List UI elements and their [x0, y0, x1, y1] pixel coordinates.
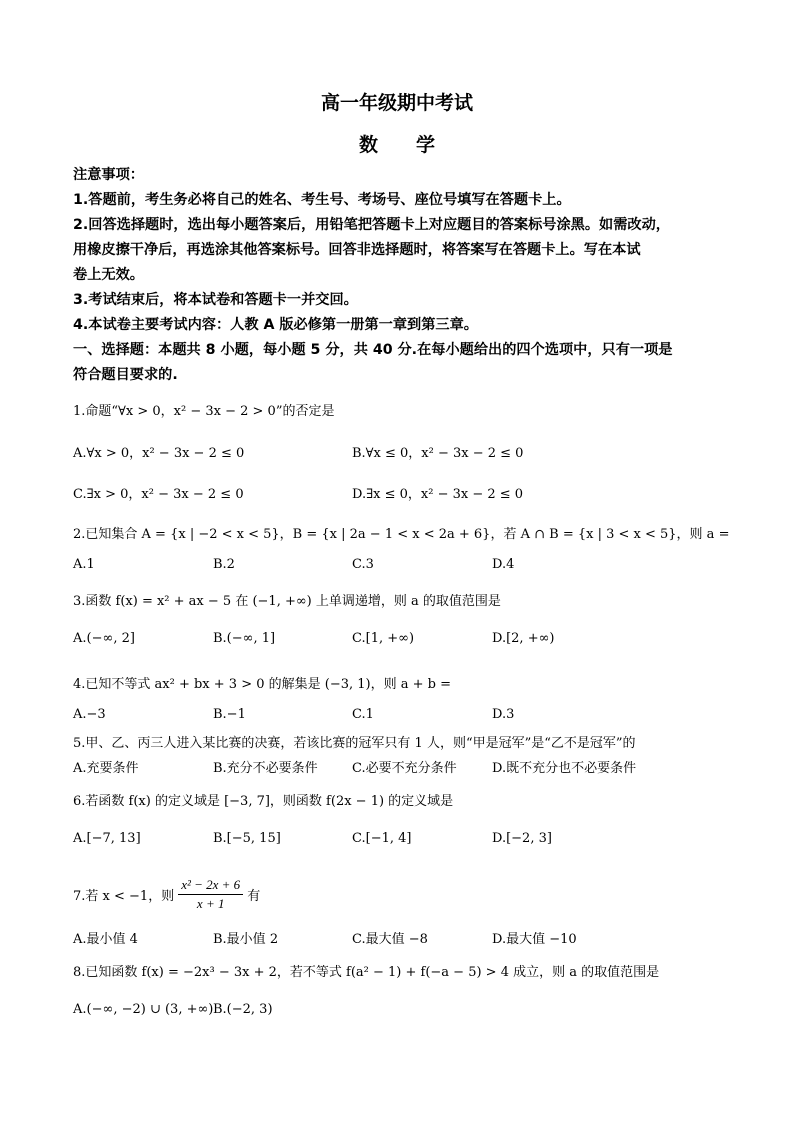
- question-6-option-d: D.[−2, 3]: [492, 831, 552, 846]
- question-1-option-b: B.∀x ≤ 0，x² − 3x − 2 ≤ 0: [352, 446, 524, 461]
- question-4-option-a: A.−3: [73, 707, 106, 722]
- question-5-stem: 5.甲、乙、丙三人进入某比赛的决赛，若该比赛的冠军只有 1 人，则“甲是冠军”是“乙不是冠军”的: [73, 736, 636, 751]
- question-6-option-b: B.[−5, 15]: [213, 831, 281, 846]
- question-3-option-d: D.[2, +∞): [492, 631, 555, 646]
- question-7-option-c: C.最大值 −8: [352, 932, 428, 947]
- question-2-option-a: A.1: [73, 557, 95, 572]
- question-7-stem-suffix: 有: [247, 888, 261, 904]
- question-6-option-a: A.[−7, 13]: [73, 831, 141, 846]
- question-5-option-d: D.既不充分也不必要条件: [492, 761, 637, 776]
- question-3-option-b: B.(−∞, 1]: [213, 631, 276, 646]
- notice-item-3: 3.考试结束后，将本试卷和答题卡一并交回。: [73, 292, 358, 308]
- question-2-option-b: B.2: [213, 557, 235, 572]
- question-3-option-c: C.[1, +∞): [352, 631, 415, 646]
- section-heading-line-2: 符合题目要求的.: [73, 367, 178, 383]
- question-1-option-d: D.∃x ≤ 0，x² − 3x − 2 ≤ 0: [352, 487, 524, 502]
- question-6-stem: 6.若函数 f(x) 的定义域是 [−3, 7]，则函数 f(2x − 1) 的定义域是: [73, 794, 454, 809]
- subject-char-2: 学: [416, 134, 436, 156]
- question-4-option-d: D.3: [492, 707, 515, 722]
- question-5-option-b: B.充分不必要条件: [213, 761, 318, 776]
- question-6-option-c: C.[−1, 4]: [352, 831, 412, 846]
- question-5-option-a: A.充要条件: [73, 761, 139, 776]
- question-2-stem: 2.已知集合 A = {x | −2 < x < 5}，B = {x | 2a − 1 < x < 2a + 6}，若 A ∩ B = {x | 3 < x < 5}，则 a =: [73, 527, 730, 542]
- question-2-option-d: D.4: [492, 557, 515, 572]
- question-4-stem: 4.已知不等式 ax² + bx + 3 > 0 的解集是 (−3, 1)，则 a + b =: [73, 677, 451, 692]
- question-2-option-c: C.3: [352, 557, 374, 572]
- exam-title: 高一年级期中考试: [320, 92, 473, 114]
- question-8-option-b: B.(−2, 3): [213, 1002, 273, 1017]
- notice-item-1: 1.答题前，考生务必将自己的姓名、考生号、考场号、座位号填写在答题卡上。: [73, 192, 571, 208]
- question-4-option-b: B.−1: [213, 707, 246, 722]
- notice-heading: 注意事项：: [73, 167, 144, 183]
- question-7-option-b: B.最小值 2: [213, 932, 279, 947]
- notice-item-4: 4.本试卷主要考试内容：人教 A 版必修第一册第一章到第三章。: [73, 317, 478, 333]
- question-1-stem: 1.命题“∀x > 0，x² − 3x − 2 > 0”的否定是: [73, 404, 335, 419]
- question-1-option-a: A.∀x > 0，x² − 3x − 2 ≤ 0: [73, 446, 245, 461]
- question-8-stem: 8.已知函数 f(x) = −2x³ − 3x + 2，若不等式 f(a² − 1) + f(−a − 5) > 4 成立，则 a 的取值范围是: [73, 965, 660, 980]
- section-heading-line-1: 一、选择题：本题共 8 小题，每小题 5 分，共 40 分.在每小题给出的四个选项中，只有一项是: [73, 342, 673, 358]
- fraction-numerator: x² − 2x + 6: [178, 876, 243, 895]
- question-7-stem-prefix: 7.若 x < −1，则: [73, 888, 175, 904]
- notice-item-2-line-2: 用橡皮擦干净后，再选涂其他答案标号。回答非选择题时，将答案写在答题卡上。写在本试: [73, 242, 641, 258]
- subject-char-1: 数: [358, 134, 378, 156]
- question-7-option-a: A.最小值 4: [73, 932, 138, 947]
- question-1-option-c: C.∃x > 0，x² − 3x − 2 ≤ 0: [73, 487, 244, 502]
- question-4-option-c: C.1: [352, 707, 374, 722]
- question-3-stem: 3.函数 f(x) = x² + ax − 5 在 (−1, +∞) 上单调递增，则 a 的取值范围是: [73, 594, 501, 609]
- fraction-denominator: x + 1: [196, 895, 225, 911]
- question-3-option-a: A.(−∞, 2]: [73, 631, 135, 646]
- subject-title: [0, 130, 794, 157]
- question-8-option-a: A.(−∞, −2) ∪ (3, +∞): [73, 1002, 214, 1017]
- question-7-stem: [73, 872, 260, 916]
- notice-item-2-line-3: 卷上无效。: [73, 267, 144, 283]
- question-7-fraction: [178, 876, 243, 913]
- notice-item-2-line-1: 2.回答选择题时，选出每小题答案后，用铅笔把答题卡上对应题目的答案标号涂黑。如需改动，: [73, 217, 670, 233]
- question-5-option-c: C.必要不充分条件: [352, 761, 457, 776]
- question-7-option-d: D.最大值 −10: [492, 932, 577, 947]
